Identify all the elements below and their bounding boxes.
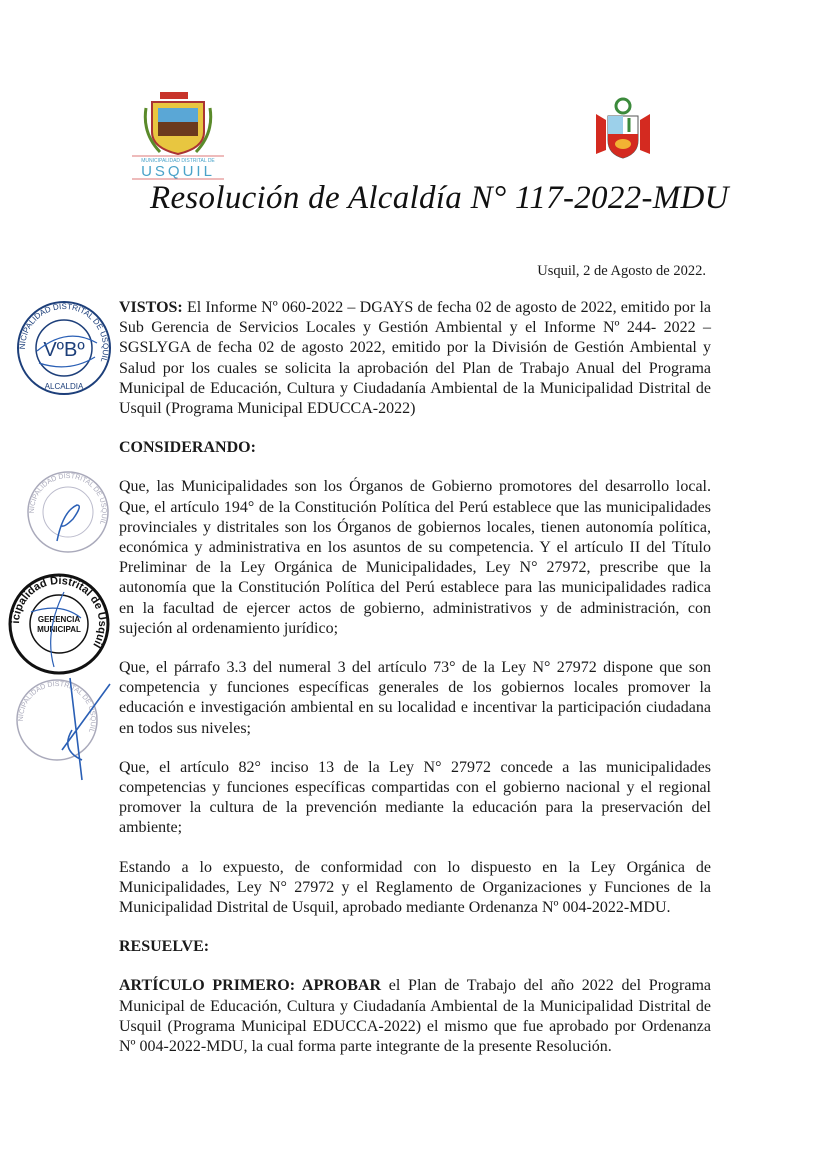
stamp-ring-text: MUNICIPALIDAD DISTRITAL DE USQUIL	[9, 665, 97, 734]
stamp-center-text: GERENCIA	[37, 615, 81, 624]
considerando-paragraph: Que, las Municipalidades son los Órganos de Gobierno promotores del desarrollo local. Que, el artículo 194° de la Constitución Política del Perú establece que las municipalidades provinciales y distritales son los Órganos de gobiernos locales, tienen autonomía política, económica y administrativa en los asuntos de su competencia. Y el artículo II del Título Preliminar de la Ley Orgánica de Municipalidades, Ley N° 27972, prescribe que la autonomía que la Constitución Política del Perú establece para las municipalidades radica en la facultad de ejercer actos de gobierno, administrativos y de administración, con sujeción al ordenamiento jurídico;	[119, 478, 711, 637]
document-date: Usquil, 2 de Agosto de 2022.	[537, 263, 706, 279]
logo-name: USQUIL	[141, 163, 215, 180]
document-body	[119, 298, 711, 1076]
article-text: el Plan de Trabajo del año 2022 del Programa Municipal de Educación, Cultura y Ciudadanía Ambiental de la Municipalidad Distrital de Usquil (Programa Municipal EDUCCA-2022) el mismo que fue aprobado por Ordenanza Nº 004-2022-MDU, la cual forma parte integrante de la presente Resolución.	[119, 977, 712, 1056]
alcaldia-vobo-stamp	[12, 293, 112, 396]
considerando-heading: CONSIDERANDO:	[119, 439, 256, 457]
vistos-label: VISTOS:	[119, 299, 183, 316]
peru-coat-of-arms	[592, 96, 654, 168]
document-title: Resolución de Alcaldía N° 117-2022-MDU	[150, 180, 729, 216]
stamp-ring-text: MUNICIPALIDAD DISTRITAL DE USQUIL	[12, 293, 111, 364]
usquil-municipal-logo	[132, 88, 224, 180]
considerando-paragraph: Que, el artículo 82° inciso 13 de la Ley N° 27972 concede a las municipalidades competencias y funciones específicas compartidas con el gobierno nacional y el regional promover la cultura de la prevención mediante la educación para la preservación del ambiente;	[119, 758, 711, 837]
article-primero	[119, 976, 711, 1057]
secretaria-stamp	[23, 465, 110, 554]
stamp-bottom-text: ALCALDIA	[44, 382, 84, 391]
stamp-center-text: VºBº	[43, 339, 85, 361]
svg-text:Municipalidad Distrital de Usq	[3, 564, 108, 650]
fourth-stamp	[9, 665, 112, 800]
article-label: ARTÍCULO PRIMERO: APROBAR	[119, 977, 382, 995]
gerencia-municipal-stamp	[3, 564, 110, 675]
stamp-ring-text: MUNICIPALIDAD DISTRITAL DE USQUIL	[23, 465, 108, 526]
stamp-ring-text: Municipalidad Distrital de Usquil	[3, 564, 109, 650]
vistos-paragraph	[119, 298, 711, 419]
logo-caption: MUNICIPALIDAD DISTRITAL DE	[141, 158, 215, 164]
considerando-paragraph: Estando a lo expuesto, de conformidad con lo dispuesto en la Ley Orgánica de Municipalidades, Ley N° 27972 y el Reglamento de Organizaciones y Funciones de la Municipalidad Distrital de Usquil, aprobado mediante Ordenanza Nº 004-2022-MDU.	[119, 858, 711, 917]
considerando-paragraph: Que, el párrafo 3.3 del numeral 3 del artículo 73° de la Ley N° 27972 dispone que son competencia y funciones específicas generales de los gobiernos locales promover la educación e investigación ambiental en su localidad e incentivar la participación ciudadana en todos sus niveles;	[119, 659, 711, 737]
vistos-text: El Informe Nº 060-2022 – DGAYS de fecha 02 de agosto de 2022, emitido por la Sub Gerencia de Servicios Locales y Gestión Ambiental y el Informe Nº 244- 2022 – SGSLYGA de fecha 02 de agosto 2022, emitido por la División de Gestión Ambiental y Salud por los cuales se solicita la aprobación del Plan de Trabajo Anual del Programa Municipal de Educación, Cultura y Ciudadanía Ambiental de la Municipalidad Distrital de Usquil (Programa Municipal EDUCCA-2022)	[119, 299, 711, 418]
resuelve-heading: RESUELVE:	[119, 938, 210, 956]
stamp-center-text: MUNICIPAL	[37, 625, 81, 634]
